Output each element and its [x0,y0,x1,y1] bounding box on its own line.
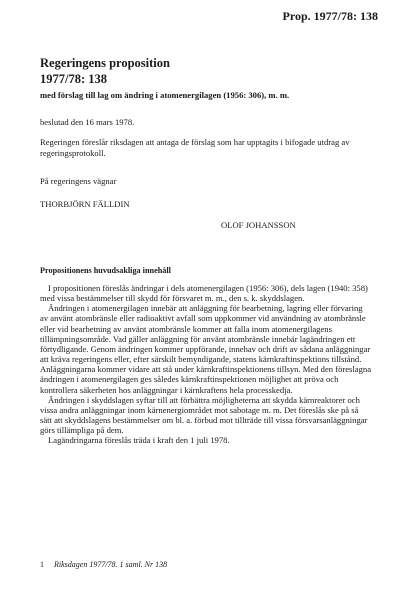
summary-paragraph: Ändringen i atomenergilagen innebär att anläggning för bearbetning, lagring eller förvaring av använt atombränsle eller radioaktivt avfall som uppkommer vid användning av atombränsle eller vid bearbetning av använt atombränsle kommer att falla inom atomenergilagens tillämpningsområde. Vad gäller anläggning för använt atombränsle innebär lagändringen ett förtydligande. Genom ändringen kommer uppförande, innehav och drift av sådana anläggningar att kräva regeringens eller, efter särskilt bemyndigande, statens kärnkraftinspektions tillstånd. Anläggningarna kommer vidare att stå under kärnkraftinspektionens tillsyn. Med den föreslagna ändringen i atomenergilagen ges således kärnkraftinspektionen möjlighet att pröva och kontrollera säkerheten hos anläggningar i kärnkraftens hela processkedja. [40,303,372,395]
proposition-reference: Prop. 1977/78: 138 [282,9,378,23]
footer-reference: Riksdagen 1977/78. 1 saml. Nr 138 [54,560,168,569]
proposition-number: 1977/78: 138 [40,72,108,86]
document-title [40,55,170,87]
page-number: 1 [40,560,44,569]
document-subtitle: med förslag till lag om ändring i atomenergilagen (1956: 306), m. m. [40,90,290,100]
signer-minister: OLOF JOHANSSON [221,220,296,230]
summary-paragraph: Ändringen i skyddslagen syftar till att förbättra möjligheterna att skydda kärnreaktorer och vissa andra anläggningar inom kärnenergiområdet mot sabotage m. m. Det föreslås ske på så sätt att skyddslagens bestämmelser om bl. a. förbud mot tillträde till vissa försvarsanläggningar görs tillämpliga på dem. [40,394,368,436]
page-footer [40,560,167,569]
summary-heading: Propositionens huvudsakliga innehåll [40,266,171,275]
proposal-text: Regeringen föreslår riksdagen att antaga de förslag som har upptagits i bifogade utdrag av regeringsprotokoll. [40,137,350,158]
signer-prime-minister: THORBJÖRN FÄLLDIN [40,199,130,209]
summary-paragraph: I propositionen föreslås ändringar i dels atomenergilagen (1956: 306), dels lagen (1940: 358) med vissa bestämmelser till skydd för försvaret m. m., den s. k. skyddslagen. [40,283,368,304]
title-line: Regeringens proposition [40,56,170,70]
on-behalf-line: På regeringens vägnar [40,176,117,186]
summary-body [40,283,372,446]
decision-date: beslutad den 16 mars 1978. [40,117,135,127]
summary-paragraph: Lagändringarna föreslås träda i kraft den 1 juli 1978. [48,435,230,446]
